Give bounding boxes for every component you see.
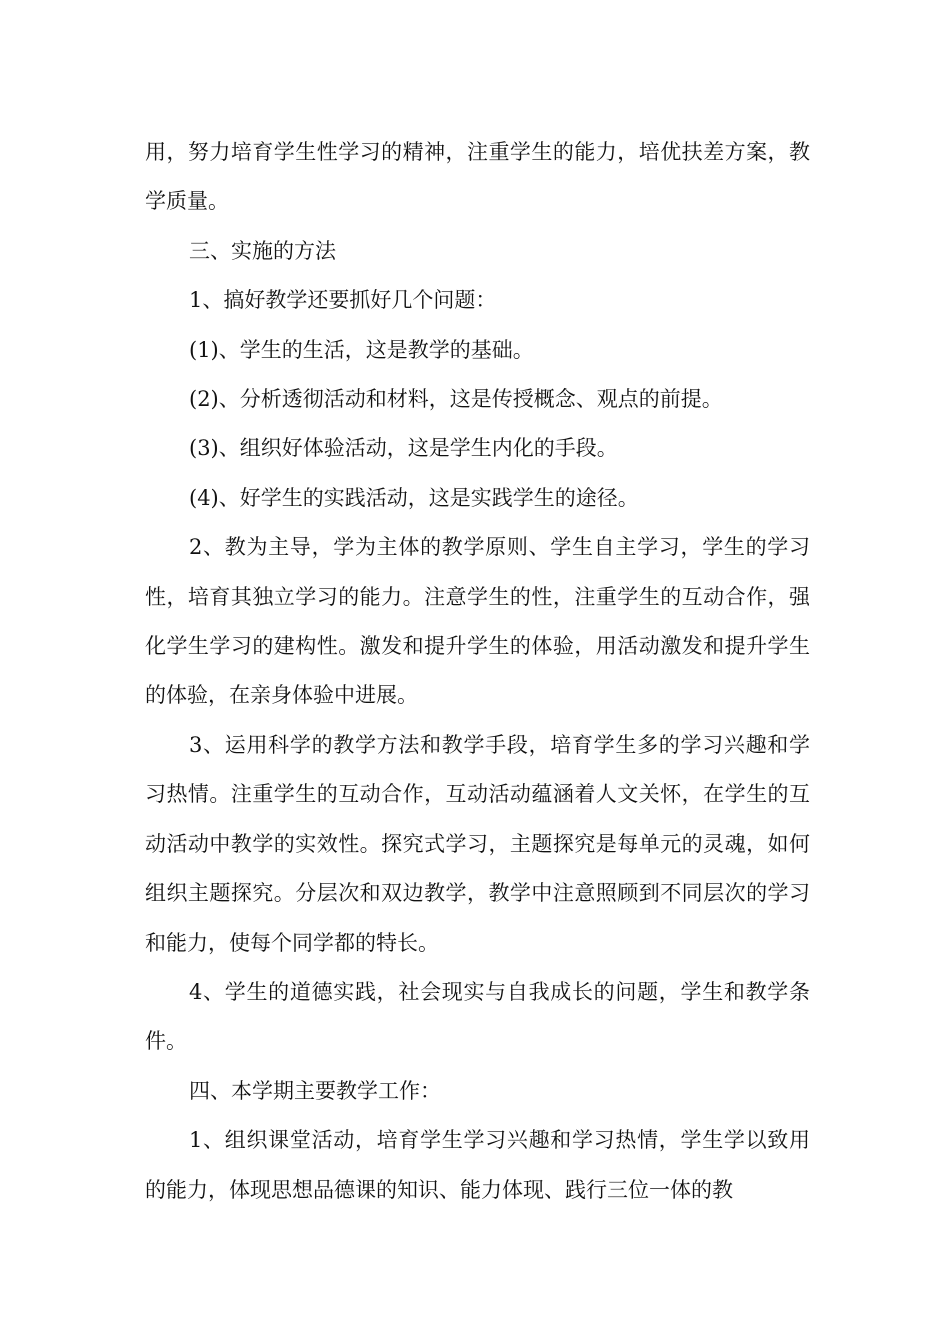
list-item-1: 1、搞好教学还要抓好几个问题： bbox=[189, 288, 497, 313]
sub-item-1: (1)、学生的生活，这是教学的基础。 bbox=[189, 337, 534, 362]
sub-item-2: (2)、分析透彻活动和材料，这是传授概念、观点的前提。 bbox=[189, 387, 723, 412]
list-item-2: 2、教为主导，学为主体的教学原则、学生自主学习，学生的学习性，培育其独立学习的能力。注意学生的性，注重学生的互动合作，强化学生学习的建构性。激发和提升学生的体验，用活动激发和提升学生的体验，在亲身体验中进展。 bbox=[145, 535, 810, 708]
sub-item-3: (3)、组织好体验活动，这是学生内化的手段。 bbox=[189, 436, 618, 461]
document-body bbox=[145, 128, 810, 1215]
work-item-1: 1、组织课堂活动，培育学生学习兴趣和学习热情，学生学以致用的能力，体现思想品德课的知识、能力体现、践行三位一体的教 bbox=[145, 1128, 810, 1202]
list-item-4: 4、学生的道德实践，社会现实与自我成长的问题，学生和教学条件。 bbox=[145, 979, 810, 1054]
section-heading-methods: 三、实施的方法 bbox=[189, 238, 336, 263]
sub-item-4: (4)、好学生的实践活动，这是实践学生的途径。 bbox=[189, 485, 639, 510]
section-heading-main-work: 四、本学期主要教学工作： bbox=[189, 1078, 441, 1103]
list-item-3: 3、运用科学的教学方法和教学手段，培育学生多的学习兴趣和学习热情。注重学生的互动合作，互动活动蕴涵着人文关怀，在学生的互动活动中教学的实效性。探究式学习，主题探究是每单元的灵魂，如何组织主题探究。分层次和双边教学，教学中注意照顾到不同层次的学习和能力，使每个同学都的特长。 bbox=[145, 732, 810, 955]
paragraph-continuation: 用，努力培育学生性学习的精神，注重学生的能力，培优扶差方案，教学质量。 bbox=[145, 140, 810, 214]
